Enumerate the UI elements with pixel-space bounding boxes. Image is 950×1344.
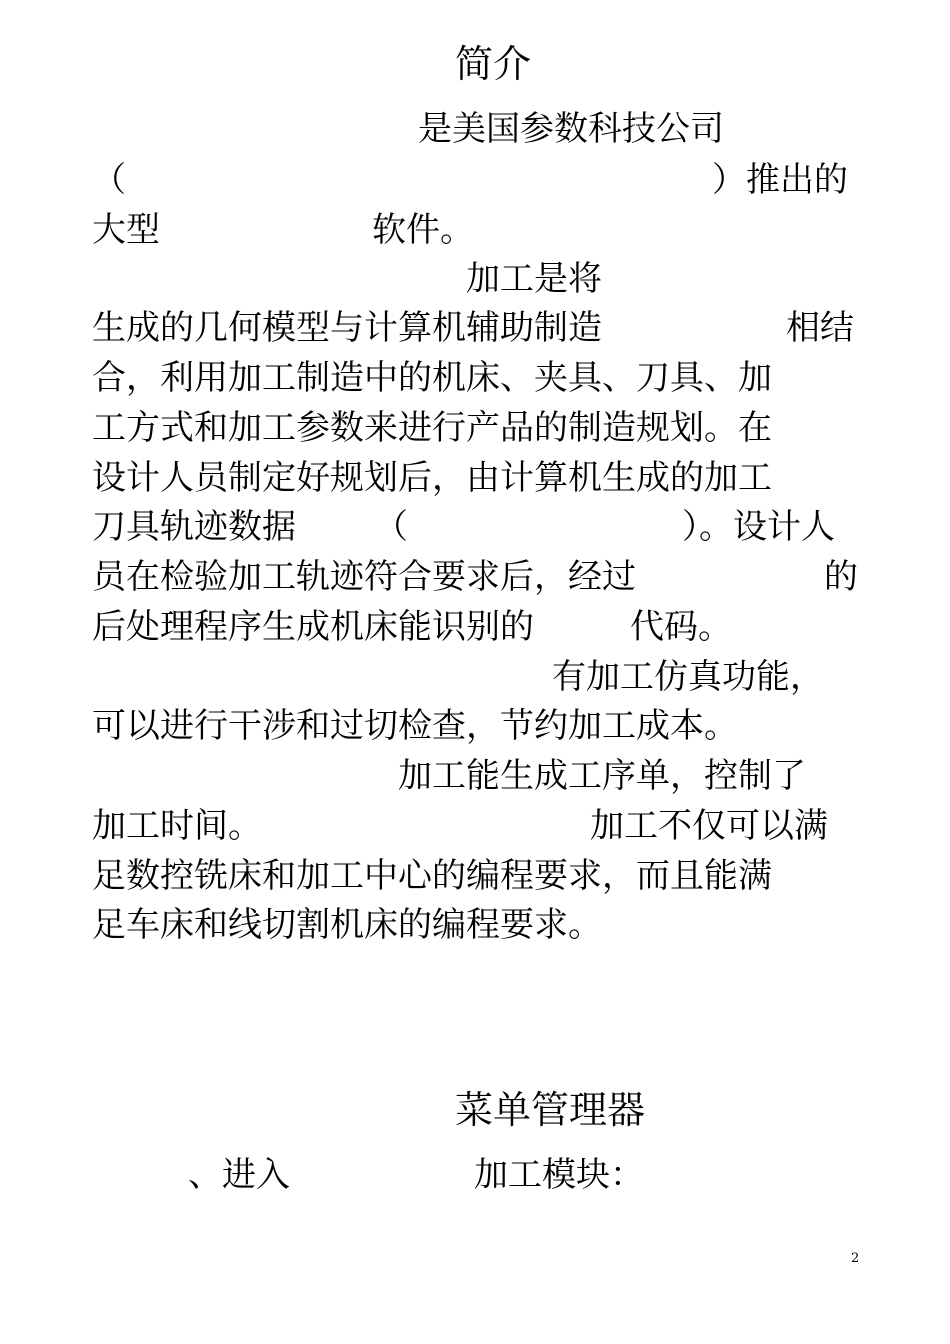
text-line: 、进入	[188, 1155, 290, 1195]
text-line: 员在检验加工轨迹符合要求后，经过	[92, 557, 636, 597]
text-line: 有加工仿真功能，	[552, 657, 824, 697]
text-line: 大型	[92, 210, 160, 250]
text-line: 设计人员制定好规划后，由计算机生成的加工	[92, 458, 772, 498]
text-line: 加工模块：	[474, 1155, 644, 1195]
text-line: （	[374, 507, 408, 547]
text-line: 加工不仅可以满	[590, 806, 828, 846]
text-line: 加工时间。	[92, 806, 262, 846]
text-line: 软件。	[372, 210, 474, 250]
text-line: （	[92, 160, 126, 200]
text-line: 是美国参数科技公司	[418, 109, 724, 149]
text-line: 生成的几何模型与计算机辅助制造	[92, 308, 602, 348]
text-line: 的	[824, 557, 858, 597]
page-title: 简介	[455, 42, 532, 86]
text-line: 加工能生成工序单，控制了	[398, 756, 806, 796]
page-number: 2	[851, 1251, 860, 1266]
text-line: ）。设计人	[682, 507, 835, 547]
text-line: 后处理程序生成机床能识别的	[92, 607, 534, 647]
text-line: 相结	[786, 308, 854, 348]
text-line: 可以进行干涉和过切检查，节约加工成本。	[92, 706, 738, 746]
text-line: 代码。	[630, 607, 732, 647]
text-line: 工方式和加工参数来进行产品的制造规划。在	[92, 408, 772, 448]
text-line: 合，利用加工制造中的机床、夹具、刀具、加	[92, 358, 772, 398]
text-line: 加工是将	[466, 259, 602, 299]
section-title: 菜单管理器	[455, 1088, 646, 1132]
text-line: ）推出的	[712, 160, 848, 200]
text-line: 足数控铣床和加工中心的编程要求，而且能满	[92, 856, 772, 896]
text-line: 刀具轨迹数据	[92, 507, 296, 547]
text-line: 足车床和线切割机床的编程要求。	[92, 905, 602, 945]
